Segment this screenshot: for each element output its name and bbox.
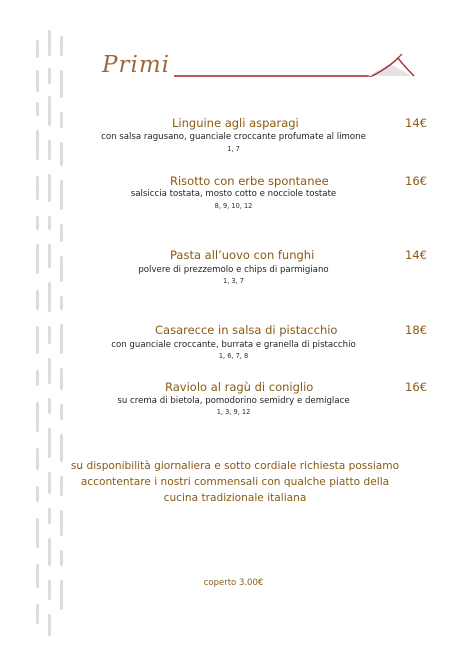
dish-price: 16€	[405, 174, 427, 188]
section-title: Primi	[102, 52, 170, 78]
dish-description: su crema di bietola, pomodorino semidry e demiglace	[117, 396, 350, 406]
dash	[48, 358, 51, 384]
cover-charge: coperto 3.00€	[203, 578, 264, 588]
dash	[36, 518, 39, 548]
dash	[48, 216, 51, 230]
dash	[48, 538, 51, 566]
availability-note: su disponibilità giornaliera e sotto cordiale richiesta possiamo accontentare i nostri commensali con qualche piatto della cucina tradizionale italiana	[70, 460, 400, 504]
dish-description: polvere di prezzemolo e chips di parmigiano	[138, 265, 329, 275]
dish-allergens: 1, 3, 7	[223, 277, 244, 285]
dash	[36, 402, 39, 432]
dish-description: con guanciale croccante, burrata e granella di pistacchio	[111, 340, 356, 350]
dish-description: salsiccia tostata, mosto cotto e nocciole tostate	[130, 189, 337, 199]
dish-name: Raviolo al ragù di coniglio	[165, 380, 314, 394]
dash	[36, 486, 39, 502]
dish-allergens: 1, 3, 9, 12	[216, 408, 251, 416]
dish-name: Casarecce in salsa di pistacchio	[155, 323, 338, 337]
dash	[60, 476, 63, 496]
dash	[60, 224, 63, 242]
dish-price: 14€	[405, 248, 427, 262]
dash	[60, 368, 63, 390]
dish-name: Linguine agli asparagi	[172, 116, 299, 130]
dash	[48, 282, 51, 312]
dash	[36, 370, 39, 386]
dash	[36, 448, 39, 470]
dish-price: 18€	[405, 323, 427, 337]
dash	[36, 102, 39, 116]
dish-allergens: 8, 9, 10, 12	[214, 202, 253, 210]
dash	[36, 604, 39, 624]
dish-price: 16€	[405, 380, 427, 394]
dish-description: con salsa ragusano, guanciale croccante profumate al limone	[101, 132, 366, 142]
dash	[60, 550, 63, 566]
dash	[48, 614, 51, 636]
dash	[60, 112, 63, 128]
dish-allergens: 1, 6, 7, 8	[218, 352, 249, 360]
dash	[60, 296, 63, 310]
dash	[48, 472, 51, 494]
dash	[60, 434, 63, 462]
dash	[36, 290, 39, 310]
dish-price: 14€	[405, 116, 427, 130]
dash	[60, 510, 63, 536]
title-underline-ornament	[0, 0, 467, 100]
dish-name: Risotto con erbe spontanee	[170, 174, 329, 188]
dash	[48, 96, 51, 126]
dash	[48, 508, 51, 524]
dash	[48, 428, 51, 458]
dish-allergens: 1, 7	[227, 145, 240, 153]
dash	[36, 216, 39, 230]
dish-name: Pasta all’uovo con funghi	[170, 248, 315, 262]
